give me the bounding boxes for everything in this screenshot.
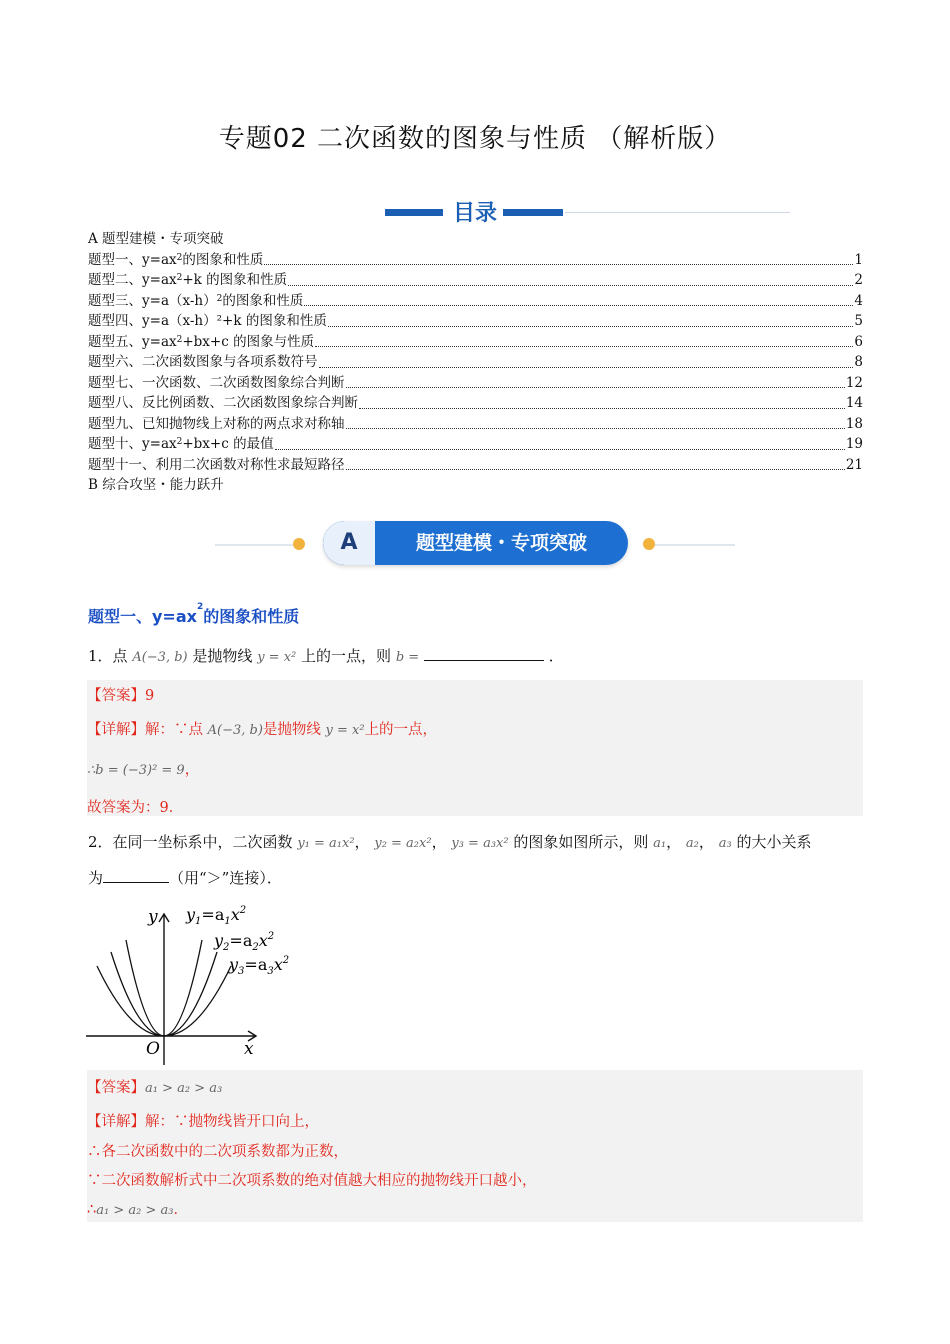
toc-item[interactable] xyxy=(88,250,863,271)
answer-box-2 xyxy=(87,1070,863,1222)
toc-page-number: 19 xyxy=(845,436,863,452)
toc-leader-dots xyxy=(328,326,854,327)
page-title: 专题02 二次函数的图象与性质 （解析版） xyxy=(218,124,732,154)
banner-dot-right xyxy=(643,538,655,550)
toc-item-label: 题型十一、利用二次函数对称性求最短路径 xyxy=(88,456,345,473)
detail-line-4: ∴a₁ > a₂ > a₃． xyxy=(87,1202,188,1218)
toc-item[interactable] xyxy=(88,352,863,373)
toc-section-b[interactable]: B 综合攻坚・能力跃升 xyxy=(88,477,224,493)
toc-item-label: 题型十、$y=ax^2+bx+c$ 的最值 xyxy=(88,436,274,452)
detail-line-2: ∴b = (−3)² = 9， xyxy=(87,762,200,778)
question-1: 1．点 A(−3, b) 是抛物线 y = x² 上的一点，则 b = ． xyxy=(88,647,564,665)
toc-leader-dots xyxy=(275,449,845,450)
toc-page-number: 5 xyxy=(854,313,863,329)
toc-leader-dots xyxy=(346,428,845,429)
toc-item[interactable] xyxy=(88,414,863,435)
x-axis-label: x xyxy=(244,1039,254,1059)
label-y1: $y_1=a_1x^2$ xyxy=(186,905,247,927)
toc-item-label: 题型六、二次函数图象与各项系数符号 xyxy=(88,354,318,370)
banner-pill xyxy=(323,521,628,565)
toc-page-number: 8 xyxy=(854,354,863,370)
toc-heading: 目录 xyxy=(452,201,497,226)
answer-line: 【答案】a₁ > a₂ > a₃ xyxy=(87,1080,223,1096)
toc-item[interactable] xyxy=(88,311,863,332)
parabola-figure xyxy=(86,900,316,1065)
toc-banner-bar-right xyxy=(503,209,563,216)
toc-page-number: 2 xyxy=(854,272,863,288)
toc-leader-dots xyxy=(315,346,853,347)
detail-line-1: 【详解】解：∵抛物线皆开口向上， xyxy=(87,1114,319,1130)
detail-line-3: 故答案为：9． xyxy=(87,800,184,816)
toc-section-a[interactable]: A 题型建模・专项突破 xyxy=(88,231,224,247)
banner-line-right xyxy=(655,544,735,546)
question-2-line-2: 为 （用“＞”连接）． xyxy=(88,869,282,887)
toc-item-label: 题型五、$y=ax^2+bx+c$ 的图象与性质 xyxy=(88,333,315,350)
toc-leader-dots xyxy=(264,264,853,265)
label-y2: $y_2=a_2x^2$ xyxy=(214,931,275,953)
answer-blank[interactable] xyxy=(103,868,169,883)
toc-item-label: 题型九、已知抛物线上对称的两点求对称轴 xyxy=(88,415,345,432)
table-of-contents xyxy=(88,229,863,496)
toc-leader-dots xyxy=(346,387,845,388)
detail-line-3: ∵二次函数解析式中二次项系数的绝对值越大相应的抛物线开口越小， xyxy=(87,1173,537,1189)
section-heading: 题型一、$y=ax^2$的图象和性质 xyxy=(88,602,300,626)
toc-page-number: 21 xyxy=(845,456,863,473)
toc-page-number: 12 xyxy=(845,374,863,391)
detail-line-1: 【详解】解：∵点 A(−3, b)是抛物线 y = x²上的一点， xyxy=(87,722,438,738)
toc-item[interactable] xyxy=(88,434,863,455)
toc-item[interactable] xyxy=(88,455,863,476)
answer-blank[interactable] xyxy=(424,646,544,661)
toc-page-number: 4 xyxy=(854,292,863,309)
toc-divider xyxy=(565,212,790,213)
toc-banner xyxy=(385,196,575,230)
answer-box-1 xyxy=(87,680,863,816)
toc-item-label: 题型八、反比例函数、二次函数图象综合判断 xyxy=(88,395,358,411)
toc-banner-bar-left xyxy=(385,209,443,216)
toc-page-number: 1 xyxy=(854,251,863,268)
answer-line: 【答案】9 xyxy=(87,688,155,704)
toc-page-number: 14 xyxy=(845,395,863,411)
toc-leader-dots xyxy=(319,367,854,368)
toc-page-number: 6 xyxy=(854,333,863,350)
origin-label: O xyxy=(146,1039,160,1059)
banner-line-left xyxy=(215,544,295,546)
detail-line-2: ∴各二次函数中的二次项系数都为正数， xyxy=(87,1144,348,1160)
toc-leader-dots xyxy=(346,469,845,470)
section-banner xyxy=(215,520,735,568)
toc-item[interactable] xyxy=(88,332,863,353)
label-y3: $y_3=a_3x^2$ xyxy=(229,955,290,977)
toc-leader-dots xyxy=(304,305,853,306)
toc-leader-dots xyxy=(359,408,845,409)
toc-page-number: 18 xyxy=(845,415,863,432)
toc-item-label: 题型七、一次函数、二次函数图象综合判断 xyxy=(88,374,345,391)
toc-item-label: 题型三、$y=a(x-h)^2$的图象和性质 xyxy=(88,292,304,309)
question-2: 2．在同一坐标系中，二次函数 y₁ = a₁x²， y₂ = a₂x²， y₃ = a₃x² 的图象如图所示，则 a₁， a₂， a₃ 的大小关系 xyxy=(88,833,812,851)
toc-item[interactable] xyxy=(88,373,863,394)
banner-title: 题型建模・专项突破 xyxy=(415,532,587,554)
toc-item-label: 题型四、y=a（x-h）²+k 的图象和性质 xyxy=(88,313,327,329)
toc-item[interactable] xyxy=(88,393,863,414)
banner-dot-left xyxy=(293,538,305,550)
toc-item-label: 题型二、$y=ax^2+k$ 的图象和性质 xyxy=(88,272,288,288)
toc-item[interactable] xyxy=(88,270,863,291)
toc-item-label: 题型一、$y=ax^2$的图象和性质 xyxy=(88,251,264,268)
banner-letter: A xyxy=(323,521,375,565)
y-axis-label: y xyxy=(148,907,158,927)
toc-item[interactable] xyxy=(88,291,863,312)
toc-leader-dots xyxy=(288,285,853,286)
